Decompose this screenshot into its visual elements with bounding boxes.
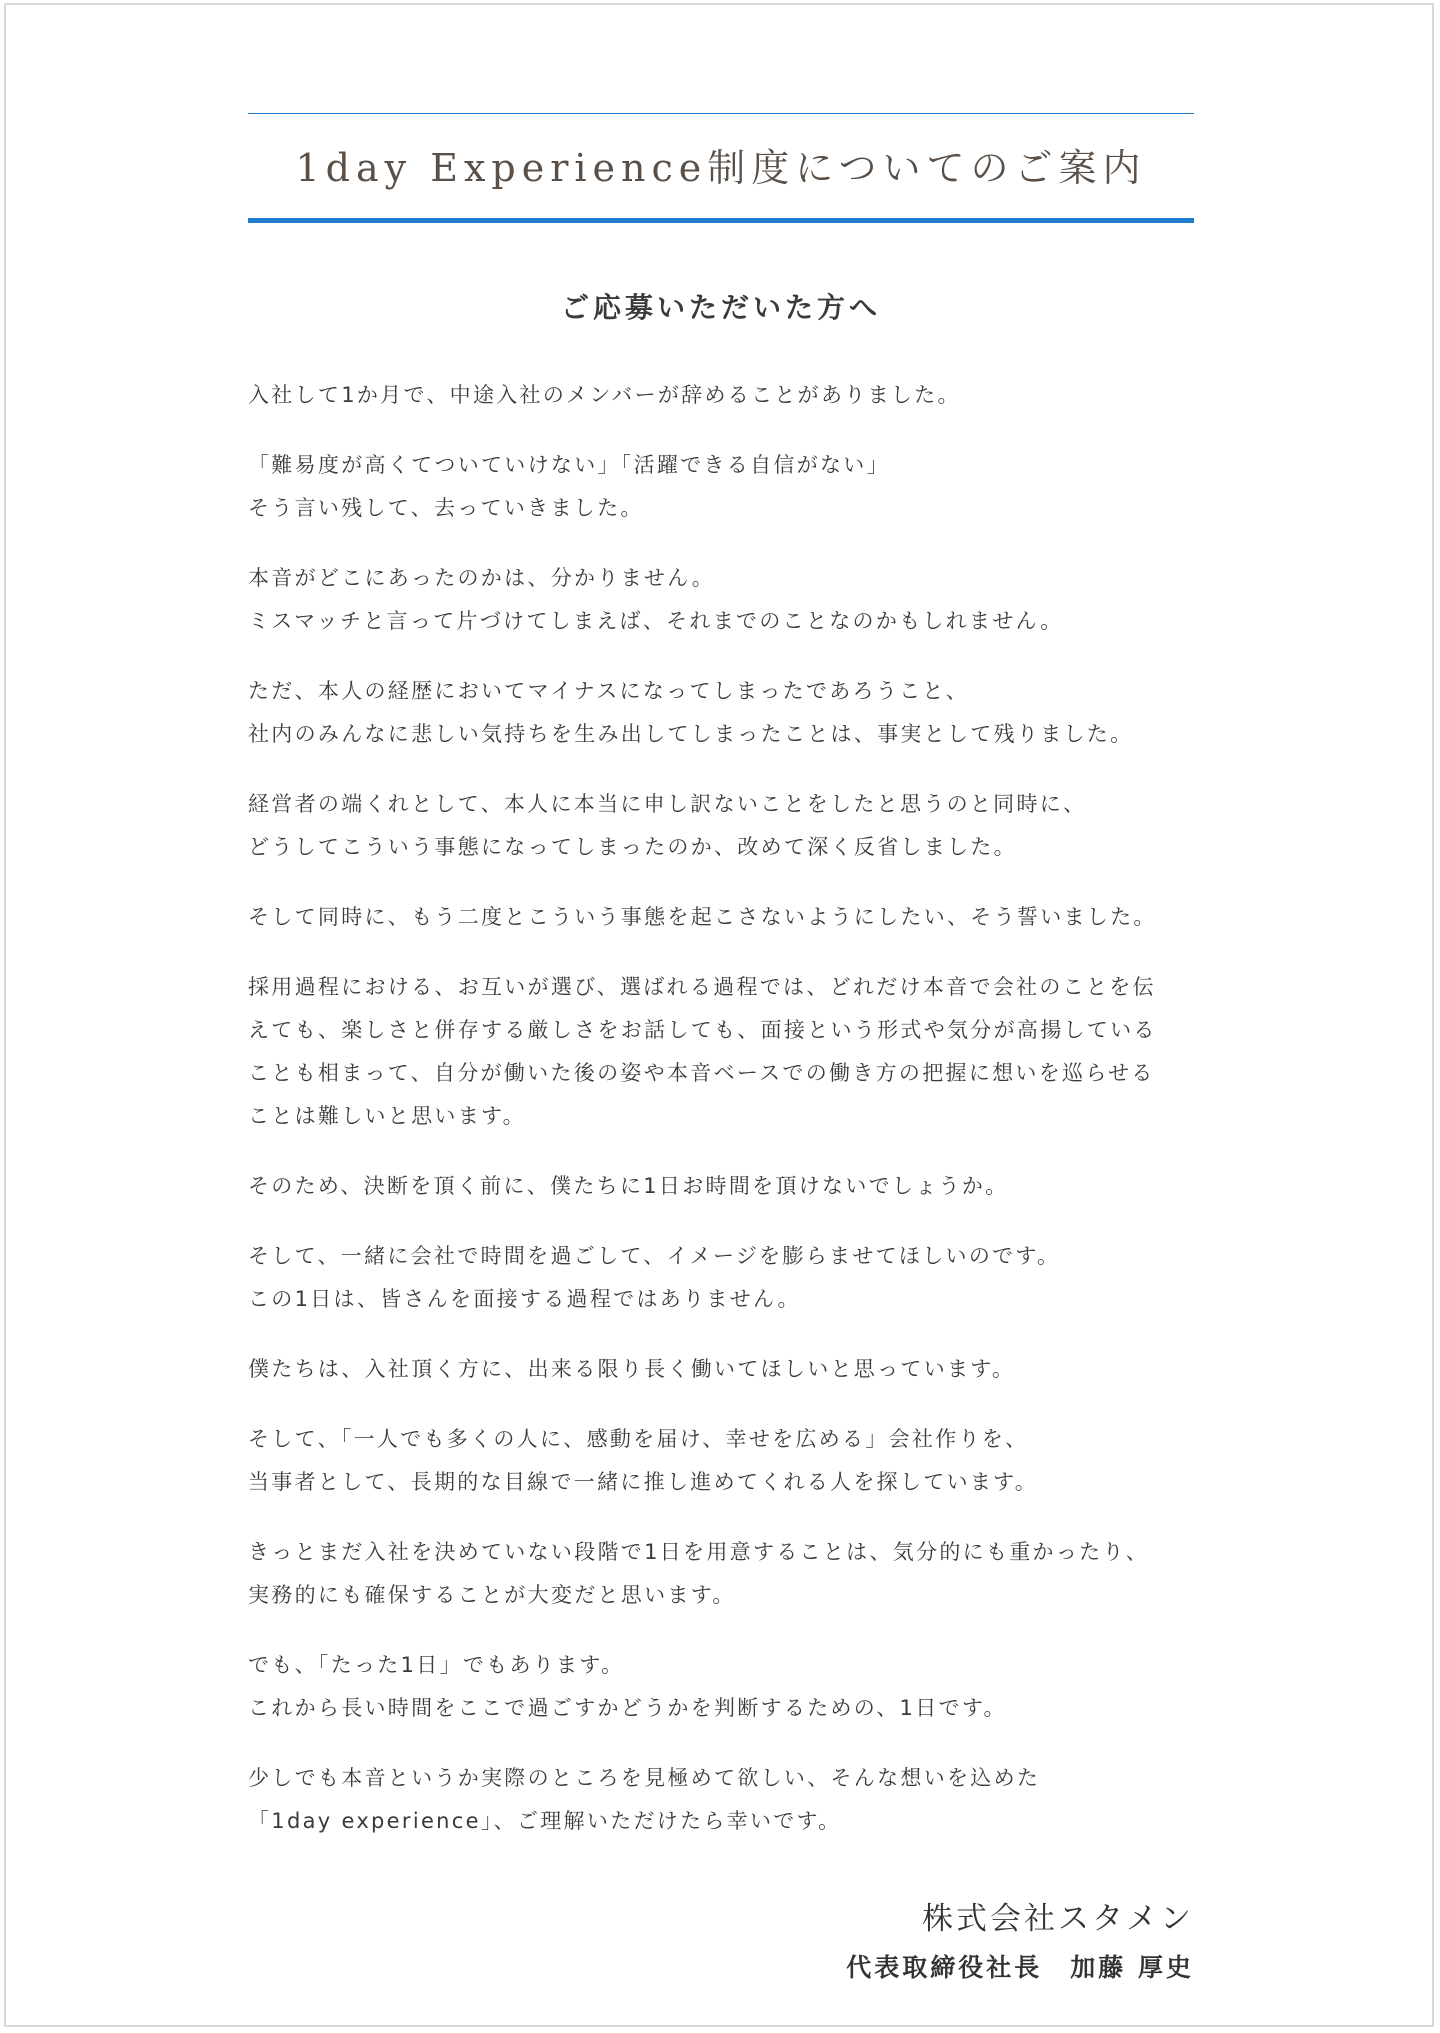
letter-paragraph: [248, 1235, 1194, 1321]
title-top-rule: [248, 113, 1194, 114]
paragraph-line: ミスマッチと言って片づけてしまえば、それまでのことなのかもしれません。: [248, 609, 1064, 633]
paragraph-line: 実務的にも確保することが大変だと思います。: [248, 1583, 736, 1607]
paragraph-line: 入社して1か月で、中途入社のメンバーが辞めることがありました。: [248, 383, 961, 407]
paragraph-line: そして同時に、もう二度とこういう事態を起こさないようにしたい、そう誓いました。: [248, 905, 1157, 929]
paragraph-line: 当事者として、長期的な目線で一緒に推し進めてくれる人を探しています。: [248, 1470, 1039, 1494]
signature-person: 代表取締役社長 加藤 厚史: [846, 1953, 1194, 1982]
letter-paragraph: [248, 557, 1194, 643]
letter-paragraph: [248, 670, 1194, 756]
paragraph-line: これから長い時間をここで過ごすかどうかを判断するための、1日です。: [248, 1696, 1007, 1720]
letter-paragraph: [248, 1644, 1194, 1730]
paragraph-line: 採用過程における、お互いが選び、選ばれる過程では、どれだけ本音で会社のことを伝: [248, 975, 1156, 999]
paragraph-line: えても、楽しさと併存する厳しさをお話しても、面接という形式や気分が高揚している: [248, 1018, 1157, 1042]
letter-paragraph: [248, 1165, 1194, 1208]
paragraph-line: ただ、本人の経歴においてマイナスになってしまったであろうこと、: [248, 679, 970, 703]
page-title: 1day Experience制度についてのご案内: [295, 146, 1147, 190]
paragraph-line: 「1day experience」、ご理解いただけたら幸いです。: [248, 1809, 842, 1833]
paragraph-line: そして、「一人でも多くの人に、感動を届け、幸せを広める」会社作りを、: [248, 1427, 1029, 1451]
letter-paragraph: [248, 444, 1194, 530]
letter-paragraph: [248, 783, 1194, 869]
paragraph-line: 社内のみんなに悲しい気持ちを生み出してしまったことは、事実として残りました。: [248, 722, 1134, 746]
letter-paragraph: [248, 896, 1194, 939]
paragraph-line: そう言い残して、去っていきました。: [248, 496, 644, 520]
paragraph-line: きっとまだ入社を決めていない段階で1日を用意することは、気分的にも重かったり、: [248, 1540, 1150, 1564]
letter-paragraph: [248, 1757, 1194, 1843]
letter-body: [248, 374, 1194, 1870]
paragraph-line: そのため、決断を頂く前に、僕たちに1日お時間を頂けないでしょうか。: [248, 1174, 1009, 1198]
greeting-heading: ご応募いただいた方へ: [560, 291, 881, 324]
letter-paragraph: [248, 1531, 1194, 1617]
paragraph-line: ことは難しいと思います。: [248, 1104, 526, 1128]
paragraph-line: この1日は、皆さんを面接する過程ではありません。: [248, 1287, 801, 1311]
title-bottom-rule: [248, 218, 1194, 223]
paragraph-line: ことも相まって、自分が働いた後の姿や本音ベースでの働き方の把握に想いを巡らせる: [248, 1061, 1155, 1085]
paragraph-line: 少しでも本音というか実際のところを見極めて欲しい、そんな想いを込めた: [248, 1766, 1041, 1790]
paragraph-line: 「難易度が高くてついていけない」「活躍できる自信がない」: [248, 453, 890, 477]
signature-company: 株式会社スタメン: [922, 1901, 1194, 1937]
letter-paragraph: [248, 374, 1194, 417]
paragraph-line: そして、一緒に会社で時間を過ごして、イメージを膨らませてほしいのです。: [248, 1244, 1061, 1268]
paragraph-line: 経営者の端くれとして、本人に本当に申し訳ないことをしたと思うのと同時に、: [248, 792, 1087, 816]
paragraph-line: 僕たちは、入社頂く方に、出来る限り長く働いてほしいと思っています。: [248, 1357, 1016, 1381]
letter-paragraph: [248, 966, 1194, 1138]
letter-paragraph: [248, 1418, 1194, 1504]
paragraph-line: どうしてこういう事態になってしまったのか、改めて深く反省しました。: [248, 835, 1017, 859]
paragraph-line: でも、「たった1日」でもあります。: [248, 1653, 625, 1677]
letter-paragraph: [248, 1348, 1194, 1391]
paragraph-line: 本音がどこにあったのかは、分かりません。: [248, 566, 716, 590]
